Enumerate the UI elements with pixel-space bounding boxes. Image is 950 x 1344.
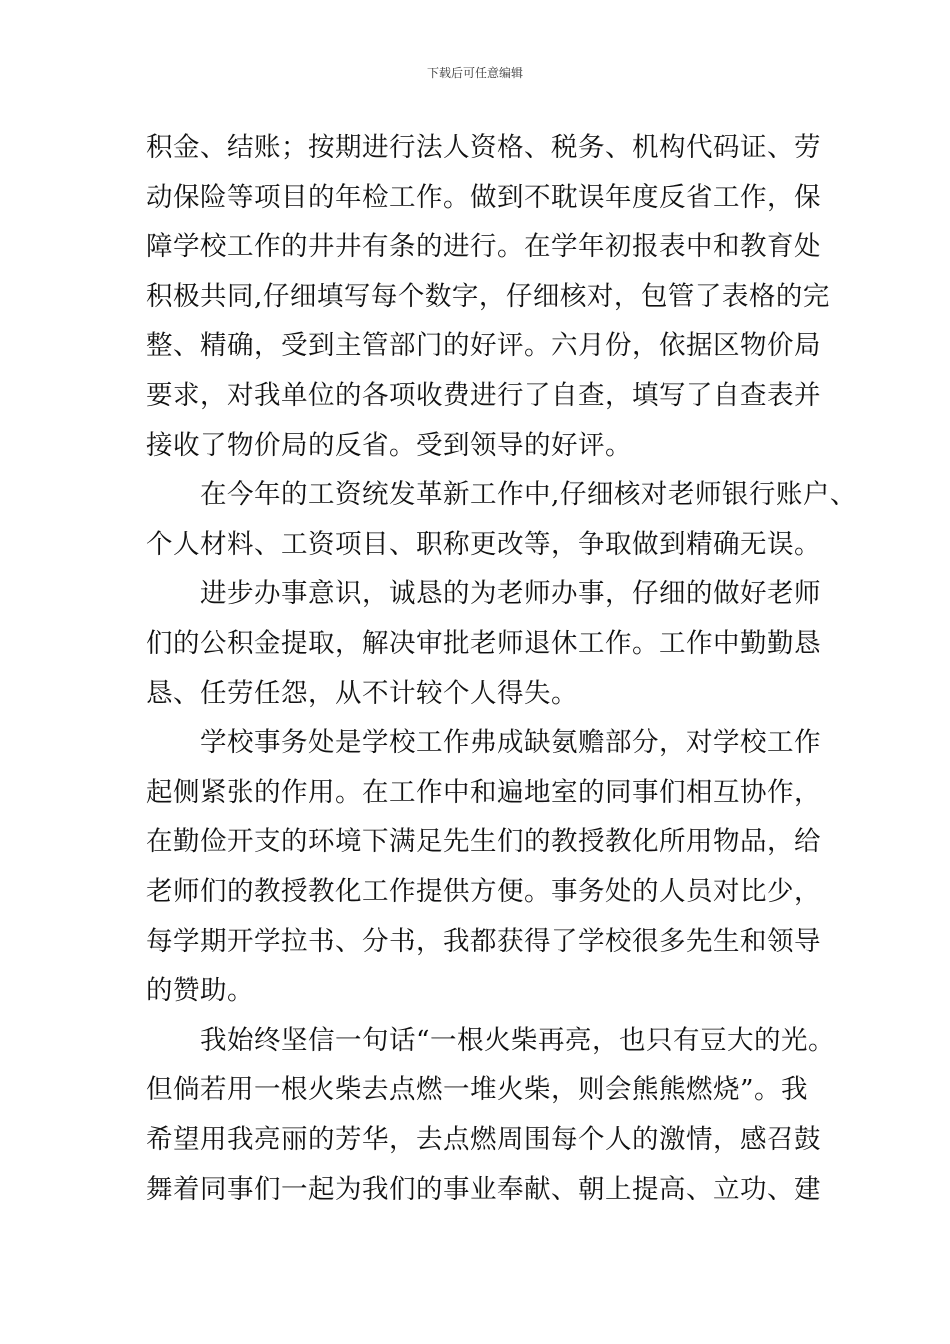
text-line: 的赞助。 [146,975,254,1007]
page-header: 下载后可任意编辑 [426,66,523,80]
text-line: 起侧紧张的作用。在工作中和遍地室的同事们相互协作， [146,776,821,808]
text-line: 但倘若用一根火柴去点燃一堆火柴，则会熊熊燃烧”。我 [146,1074,809,1106]
text-line: 要求，对我单位的各项收费进行了自查，填写了自查表并 [146,380,821,411]
text-line: 个人材料、工资项目、职称更改等，争取做到精确无误。 [146,528,821,560]
text-line: 恳、任劳任怨，从不计较个人得失。 [146,677,578,709]
text-line: 进步办事意识，诚恳的为老师办事，仔细的做好老师 [200,578,821,610]
text-line: 老师们的教授教化工作提供方便。事务处的人员对比少， [146,876,821,907]
text-line: 们的公积金提取，解决审批老师退休工作。工作中勤勤恳 [146,628,821,659]
text-line: 希望用我亮丽的芳华，去点燃周围每个人的激情，感召鼓 [146,1124,821,1155]
text-line: 我始终坚信一句话“一根火柴再亮，也只有豆大的光。 [200,1024,836,1056]
text-line: 接收了物价局的反省。受到领导的好评。 [146,429,632,461]
text-line: 在今年的工资统发革新工作中,仔细核对老师银行账户、 [200,479,857,511]
text-line: 整、精确，受到主管部门的好评。六月份，依据区物价局 [146,330,821,362]
text-line: 积金、结账；按期进行法人资格、税务、机构代码证、劳 [146,132,821,163]
text-line: 每学期开学拉书、分书，我都获得了学校很多先生和领导 [146,925,821,957]
text-line: 积极共同,仔细填写每个数字，仔细核对，包管了表格的完 [146,280,830,312]
text-line: 障学校工作的井井有条的进行。在学年初报表中和教育处 [146,231,821,263]
text-line: 在勤俭开支的环境下满足先生们的教授教化所用物品，给 [146,826,821,858]
text-line: 舞着同事们一起为我们的事业奉献、朝上提高、立功、建 [146,1173,821,1205]
text-line: 动保险等项目的年检工作。做到不耽误年度反省工作，保 [146,181,821,213]
text-line: 学校事务处是学校工作弗成缺氨赡部分，对学校工作 [200,727,821,759]
